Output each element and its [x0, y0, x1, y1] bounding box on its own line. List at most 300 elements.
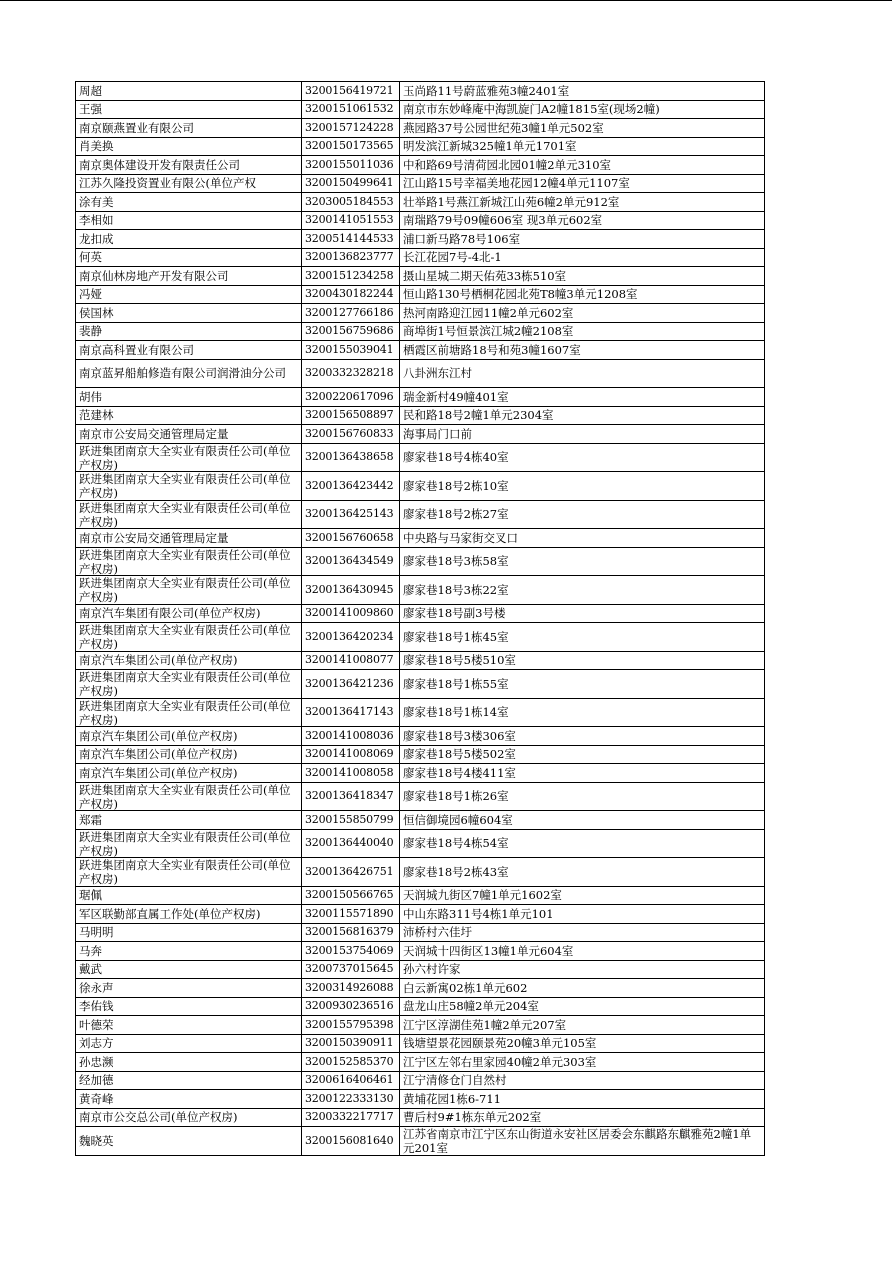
owner-name-cell [76, 698, 302, 727]
address-cell-text: 南瑞路79号09幢606室 现3单元602室 [403, 213, 603, 228]
address-cell [400, 406, 765, 425]
account-number-cell [302, 1016, 400, 1035]
table-row [76, 425, 765, 444]
owner-name-cell [76, 1053, 302, 1072]
account-number-cell [302, 811, 400, 830]
account-number-cell [302, 359, 400, 388]
account-number-cell-text: 3200136426751 [305, 864, 394, 878]
owner-name-cell-text: 军区联勤部直属工作处(单位产权房) [79, 906, 261, 921]
account-number-cell-text: 3200156816379 [305, 925, 394, 939]
owner-name-cell-text: 南京汽车集团公司(单位产权房) [79, 765, 238, 780]
address-cell [400, 529, 765, 548]
owner-name-cell-text: 马奔 [79, 943, 102, 958]
owner-name-cell-text: 侯国林 [79, 305, 114, 320]
account-number-cell [302, 576, 400, 605]
account-number-cell-text: 3200156759686 [305, 324, 394, 338]
account-number-cell [302, 942, 400, 961]
address-cell [400, 858, 765, 887]
table-row [76, 406, 765, 425]
address-cell-text: 燕园路37号公园世纪苑3幢1单元502室 [403, 120, 604, 135]
address-cell-text: 廖家巷18号2栋10室 [403, 478, 509, 493]
address-cell [400, 472, 765, 501]
table-row [76, 1053, 765, 1072]
account-number-cell-text: 3200136430945 [305, 582, 394, 596]
account-number-cell [302, 1071, 400, 1090]
address-cell-text: 沛桥村六佳圩 [403, 925, 472, 940]
owner-name-cell-text: 冯娅 [79, 287, 102, 302]
address-cell-text: 江山路15号幸福美地花园12幢4单元1107室 [403, 176, 630, 191]
owner-name-cell-text: 南京汽车集团公司(单位产权房) [79, 747, 238, 762]
address-cell [400, 137, 765, 156]
table-row [76, 727, 765, 746]
address-cell-text: 商埠街1号恒景滨江城2幢2108室 [403, 324, 574, 339]
owner-name-cell-text: 李相如 [79, 213, 114, 228]
table-row [76, 267, 765, 286]
table-row [76, 119, 765, 138]
address-cell [400, 1071, 765, 1090]
owner-name-cell [76, 1090, 302, 1109]
owner-name-cell-text: 戴武 [79, 962, 102, 977]
account-number-cell-text: 3200514144533 [305, 231, 394, 245]
owner-name-cell [76, 500, 302, 529]
account-number-cell-text: 3200141008069 [305, 747, 394, 761]
address-cell [400, 811, 765, 830]
owner-name-cell-text: 范建林 [79, 408, 114, 423]
owner-name-cell [76, 100, 302, 119]
account-number-cell [302, 529, 400, 548]
owner-name-cell-text: 南京市公安局交通管理局定量 [79, 426, 229, 441]
account-number-cell-text: 3200155039041 [305, 342, 394, 356]
table-row [76, 923, 765, 942]
account-number-cell [302, 886, 400, 905]
address-cell [400, 1127, 765, 1156]
owner-name-cell-text: 跃进集团南京大全实业有限责任公司(单位产权房) [79, 443, 291, 471]
table-row [76, 137, 765, 156]
address-cell-text: 黄埔花园1栋6-711 [403, 1091, 501, 1106]
address-cell [400, 547, 765, 576]
account-number-cell [302, 670, 400, 699]
owner-name-cell [76, 604, 302, 623]
table-row [76, 905, 765, 924]
account-number-cell [302, 829, 400, 858]
owner-name-cell-text: 魏晓英 [79, 1133, 114, 1148]
owner-name-cell-text: 南京蓝昇船舶修造有限公司润滑油分公司 [79, 366, 286, 381]
table-row [76, 1016, 765, 1035]
account-number-cell-text: 3200151061532 [305, 102, 394, 116]
address-cell [400, 425, 765, 444]
owner-name-cell-text: 南京市公安局交通管理局定量 [79, 530, 229, 545]
address-cell [400, 782, 765, 811]
account-number-cell [302, 322, 400, 341]
table-row [76, 359, 765, 388]
account-number-cell-text: 3200150499641 [305, 176, 394, 190]
owner-name-cell-text: 跃进集团南京大全实业有限责任公司(单位产权房) [79, 670, 291, 698]
address-cell [400, 230, 765, 249]
owner-name-cell [76, 443, 302, 472]
table-row [76, 1127, 765, 1156]
account-number-cell-text: 3200155795398 [305, 1017, 394, 1031]
owner-name-cell [76, 1034, 302, 1053]
account-number-cell-text: 3200136434549 [305, 554, 394, 568]
owner-name-cell-text: 跃进集团南京大全实业有限责任公司(单位产权房) [79, 576, 291, 604]
address-cell-text: 恒山路130号栖桐花园北苑T8幢3单元1208室 [403, 287, 638, 302]
owner-name-cell [76, 193, 302, 212]
address-cell [400, 267, 765, 286]
owner-name-cell [76, 174, 302, 193]
account-number-cell [302, 248, 400, 267]
table-row [76, 304, 765, 323]
account-number-cell [302, 500, 400, 529]
address-cell-text: 摄山星城二期天佑苑33栋510室 [403, 268, 567, 283]
address-cell-text: 廖家巷18号4楼411室 [403, 765, 516, 780]
table-row [76, 100, 765, 119]
page-top-border [0, 0, 892, 1]
owner-name-cell [76, 304, 302, 323]
owner-name-cell-text: 南京汽车集团有限公司(单位产权房) [79, 606, 261, 621]
owner-name-cell [76, 923, 302, 942]
address-cell [400, 1034, 765, 1053]
owner-name-cell [76, 727, 302, 746]
records-table-body [76, 82, 765, 1156]
account-number-cell-text: 3200136440040 [305, 836, 394, 850]
owner-name-cell-text: 孙忠濒 [79, 1054, 114, 1069]
address-cell-text: 海事局门口前 [403, 426, 472, 441]
address-cell-text: 栖霞区前塘路18号和苑3幢1607室 [403, 342, 581, 357]
account-number-cell [302, 547, 400, 576]
address-cell-text: 长江花园7号-4北-1 [403, 250, 502, 265]
account-number-cell-text: 3200150390911 [305, 1036, 394, 1050]
owner-name-cell-text: 胡伟 [79, 389, 102, 404]
table-row [76, 230, 765, 249]
account-number-cell-text: 3200332328218 [305, 366, 394, 380]
account-number-cell-text: 3200136425143 [305, 507, 394, 521]
account-number-cell-text: 3200156760833 [305, 426, 394, 440]
table-row [76, 782, 765, 811]
table-row [76, 285, 765, 304]
account-number-cell [302, 174, 400, 193]
owner-name-cell [76, 248, 302, 267]
table-row [76, 960, 765, 979]
account-number-cell-text: 3200115571890 [305, 906, 394, 920]
address-cell-text: 中山东路311号4栋1单元101 [403, 906, 554, 921]
address-cell [400, 727, 765, 746]
address-cell-text: 廖家巷18号1栋45室 [403, 629, 509, 644]
owner-name-cell [76, 359, 302, 388]
owner-name-cell-text: 黄奇峰 [79, 1091, 114, 1106]
owner-name-cell-text: 跃进集团南京大全实业有限责任公司(单位产权房) [79, 829, 291, 857]
owner-name-cell-text: 马明明 [79, 925, 114, 940]
account-number-cell-text: 3200430182244 [305, 287, 394, 301]
address-cell [400, 304, 765, 323]
account-number-cell [302, 193, 400, 212]
owner-name-cell [76, 829, 302, 858]
account-number-cell-text: 3200136823777 [305, 250, 394, 264]
address-cell [400, 576, 765, 605]
table-row [76, 764, 765, 783]
account-number-cell [302, 137, 400, 156]
account-number-cell-text: 3200141008036 [305, 728, 394, 742]
address-cell-text: 廖家巷18号1栋26室 [403, 789, 509, 804]
owner-name-cell [76, 670, 302, 699]
account-number-cell [302, 923, 400, 942]
account-number-cell [302, 604, 400, 623]
owner-name-cell-text: 琚佩 [79, 888, 102, 903]
address-cell-text: 曹后村9#1栋东单元202室 [403, 1110, 542, 1125]
account-number-cell [302, 119, 400, 138]
address-cell-text: 玉尚路11号蔚蓝雅苑3幢2401室 [403, 83, 570, 98]
address-cell [400, 698, 765, 727]
account-number-cell-text: 3200127766186 [305, 305, 394, 319]
address-cell [400, 1090, 765, 1109]
account-number-cell-text: 3200156508897 [305, 408, 394, 422]
account-number-cell-text: 3200151234258 [305, 268, 394, 282]
account-number-cell-text: 3200136423442 [305, 478, 394, 492]
address-cell [400, 156, 765, 175]
account-number-cell [302, 764, 400, 783]
address-cell-text: 盘龙山庄58幢2单元204室 [403, 999, 539, 1014]
address-cell [400, 979, 765, 998]
owner-name-cell-text: 裴静 [79, 324, 102, 339]
account-number-cell-text: 3200930236516 [305, 999, 394, 1013]
address-cell-text: 壮举路1号燕江新城江山苑6幢2单元912室 [403, 194, 620, 209]
account-number-cell-text: 3200220617096 [305, 389, 394, 403]
owner-name-cell-text: 经加德 [79, 1073, 114, 1088]
address-cell-text: 民和路18号2幢1单元2304室 [403, 408, 554, 423]
owner-name-cell-text: 肖美换 [79, 139, 114, 154]
table-row [76, 174, 765, 193]
owner-name-cell [76, 341, 302, 360]
owner-name-cell [76, 119, 302, 138]
address-cell-text: 江宁区左邻右里家园40幢2单元303室 [403, 1054, 597, 1069]
address-cell [400, 905, 765, 924]
owner-name-cell-text: 南京汽车集团公司(单位产权房) [79, 728, 238, 743]
address-cell [400, 388, 765, 407]
address-cell-text: 廖家巷18号3楼306室 [403, 728, 516, 743]
account-number-cell [302, 230, 400, 249]
address-cell [400, 886, 765, 905]
address-cell-text: 浦口新马路78号106室 [403, 231, 521, 246]
account-number-cell [302, 443, 400, 472]
account-number-cell [302, 1127, 400, 1156]
account-number-cell-text: 3200122333130 [305, 1091, 394, 1105]
account-number-cell [302, 727, 400, 746]
table-row [76, 997, 765, 1016]
account-number-cell-text: 3200150173565 [305, 139, 394, 153]
account-number-cell [302, 425, 400, 444]
owner-name-cell-text: 跃进集团南京大全实业有限责任公司(单位产权房) [79, 782, 291, 810]
owner-name-cell [76, 576, 302, 605]
table-row [76, 979, 765, 998]
address-cell [400, 82, 765, 101]
account-number-cell-text: 3200136438658 [305, 450, 394, 464]
address-cell-text: 八卦洲东江村 [403, 366, 472, 381]
address-cell [400, 193, 765, 212]
address-cell [400, 211, 765, 230]
address-cell-text: 恒信御境园6幢604室 [403, 812, 513, 827]
address-cell-text: 廖家巷18号4栋40室 [403, 450, 509, 465]
account-number-cell [302, 651, 400, 670]
owner-name-cell [76, 82, 302, 101]
table-row [76, 651, 765, 670]
account-number-cell [302, 858, 400, 887]
account-number-cell [302, 388, 400, 407]
account-number-cell-text: 3200155011036 [305, 157, 394, 171]
owner-name-cell-text: 跃进集团南京大全实业有限责任公司(单位产权房) [79, 547, 291, 575]
account-number-cell [302, 82, 400, 101]
account-number-cell-text: 3200332217717 [305, 1110, 394, 1124]
address-cell [400, 119, 765, 138]
account-number-cell-text: 3200136418347 [305, 789, 394, 803]
owner-name-cell [76, 997, 302, 1016]
account-number-cell-text: 3200152585370 [305, 1054, 394, 1068]
table-row [76, 576, 765, 605]
table-row [76, 156, 765, 175]
table-row [76, 500, 765, 529]
address-cell-text: 江宁清修仓门自然村 [403, 1073, 507, 1088]
owner-name-cell [76, 285, 302, 304]
address-cell-text: 廖家巷18号4栋54室 [403, 836, 509, 851]
owner-name-cell-text: 徐永声 [79, 980, 114, 995]
address-cell-text: 江苏省南京市江宁区东山街道永安社区居委会东麒路东麒雅苑2幢1单元201室 [403, 1127, 752, 1155]
address-cell [400, 651, 765, 670]
account-number-cell-text: 3200141051553 [305, 213, 394, 227]
owner-name-cell-text: 郑霜 [79, 812, 102, 827]
address-cell-text: 天润城十四街区13幢1单元604室 [403, 943, 574, 958]
address-cell [400, 942, 765, 961]
owner-name-cell [76, 811, 302, 830]
address-cell [400, 500, 765, 529]
address-cell [400, 322, 765, 341]
owner-name-cell-text: 王强 [79, 102, 102, 117]
address-cell-text: 廖家巷18号2栋43室 [403, 864, 509, 879]
owner-name-cell-text: 周超 [79, 83, 102, 98]
owner-name-cell [76, 322, 302, 341]
owner-name-cell [76, 211, 302, 230]
owner-name-cell [76, 1071, 302, 1090]
owner-name-cell [76, 137, 302, 156]
table-row [76, 547, 765, 576]
account-number-cell [302, 100, 400, 119]
table-row [76, 322, 765, 341]
address-cell [400, 1108, 765, 1127]
owner-name-cell [76, 267, 302, 286]
address-cell-text: 廖家巷18号3栋22室 [403, 582, 509, 597]
account-number-cell [302, 745, 400, 764]
account-number-cell [302, 406, 400, 425]
table-row [76, 341, 765, 360]
account-number-cell-text: 3200157124228 [305, 120, 394, 134]
owner-name-cell [76, 406, 302, 425]
address-cell-text: 瑞金新村49幢401室 [403, 389, 509, 404]
records-table [75, 81, 765, 1156]
account-number-cell-text: 3203005184553 [305, 194, 394, 208]
address-cell-text: 热河南路迎江园11幢2单元602室 [403, 305, 574, 320]
owner-name-cell-text: 何英 [79, 250, 102, 265]
table-row [76, 443, 765, 472]
owner-name-cell [76, 1127, 302, 1156]
table-row [76, 1071, 765, 1090]
owner-name-cell-text: 南京颐燕置业有限公司 [79, 120, 194, 135]
address-cell [400, 1016, 765, 1035]
table-row [76, 698, 765, 727]
table-row [76, 858, 765, 887]
owner-name-cell-text: 南京仙林房地产开发有限公司 [79, 268, 229, 283]
account-number-cell-text: 3200314926088 [305, 980, 394, 994]
owner-name-cell-text: 跃进集团南京大全实业有限责任公司(单位产权房) [79, 500, 291, 528]
owner-name-cell [76, 651, 302, 670]
address-cell-text: 廖家巷18号5楼502室 [403, 747, 516, 762]
table-row [76, 942, 765, 961]
account-number-cell [302, 782, 400, 811]
address-cell-text: 廖家巷18号副3号楼 [403, 606, 506, 621]
owner-name-cell [76, 547, 302, 576]
address-cell-text: 钱塘望景花园颐景苑20幢3单元105室 [403, 1036, 597, 1051]
table-row [76, 82, 765, 101]
owner-name-cell [76, 156, 302, 175]
address-cell [400, 623, 765, 652]
account-number-cell [302, 623, 400, 652]
account-number-cell-text: 3200136420234 [305, 629, 394, 643]
owner-name-cell-text: 跃进集团南京大全实业有限责任公司(单位产权房) [79, 698, 291, 726]
address-cell-text: 天润城九街区7幢1单元1602室 [403, 888, 562, 903]
address-cell [400, 764, 765, 783]
address-cell-text: 江宁区淳湖佳苑1幢2单元207室 [403, 1017, 567, 1032]
account-number-cell-text: 3200737015645 [305, 962, 394, 976]
address-cell-text: 中和路69号清荷园北园01幢2单元310室 [403, 157, 612, 172]
address-cell [400, 174, 765, 193]
table-row [76, 811, 765, 830]
address-cell [400, 341, 765, 360]
owner-name-cell [76, 745, 302, 764]
owner-name-cell [76, 529, 302, 548]
address-cell-text: 南京市东妙峰庵中海凯旋门A2幢1815室(现场2幢) [403, 102, 660, 117]
account-number-cell [302, 1108, 400, 1127]
table-row [76, 1108, 765, 1127]
account-number-cell [302, 997, 400, 1016]
table-row [76, 472, 765, 501]
address-cell [400, 960, 765, 979]
owner-name-cell [76, 472, 302, 501]
owner-name-cell [76, 623, 302, 652]
table-row [76, 248, 765, 267]
account-number-cell [302, 960, 400, 979]
owner-name-cell [76, 230, 302, 249]
account-number-cell-text: 3200136417143 [305, 705, 394, 719]
address-cell [400, 670, 765, 699]
owner-name-cell [76, 979, 302, 998]
owner-name-cell-text: 跃进集团南京大全实业有限责任公司(单位产权房) [79, 472, 291, 500]
table-row [76, 211, 765, 230]
account-number-cell-text: 3200156419721 [305, 83, 394, 97]
account-number-cell-text: 3200155850799 [305, 812, 394, 826]
table-row [76, 193, 765, 212]
account-number-cell [302, 1053, 400, 1072]
owner-name-cell [76, 1016, 302, 1035]
account-number-cell [302, 472, 400, 501]
table-row [76, 886, 765, 905]
address-cell [400, 359, 765, 388]
account-number-cell-text: 3200156760658 [305, 530, 394, 544]
owner-name-cell-text: 刘志方 [79, 1036, 114, 1051]
address-cell [400, 997, 765, 1016]
owner-name-cell [76, 942, 302, 961]
account-number-cell [302, 285, 400, 304]
address-cell [400, 100, 765, 119]
owner-name-cell-text: 跃进集团南京大全实业有限责任公司(单位产权房) [79, 858, 291, 886]
owner-name-cell [76, 858, 302, 887]
account-number-cell [302, 304, 400, 323]
table-row [76, 604, 765, 623]
